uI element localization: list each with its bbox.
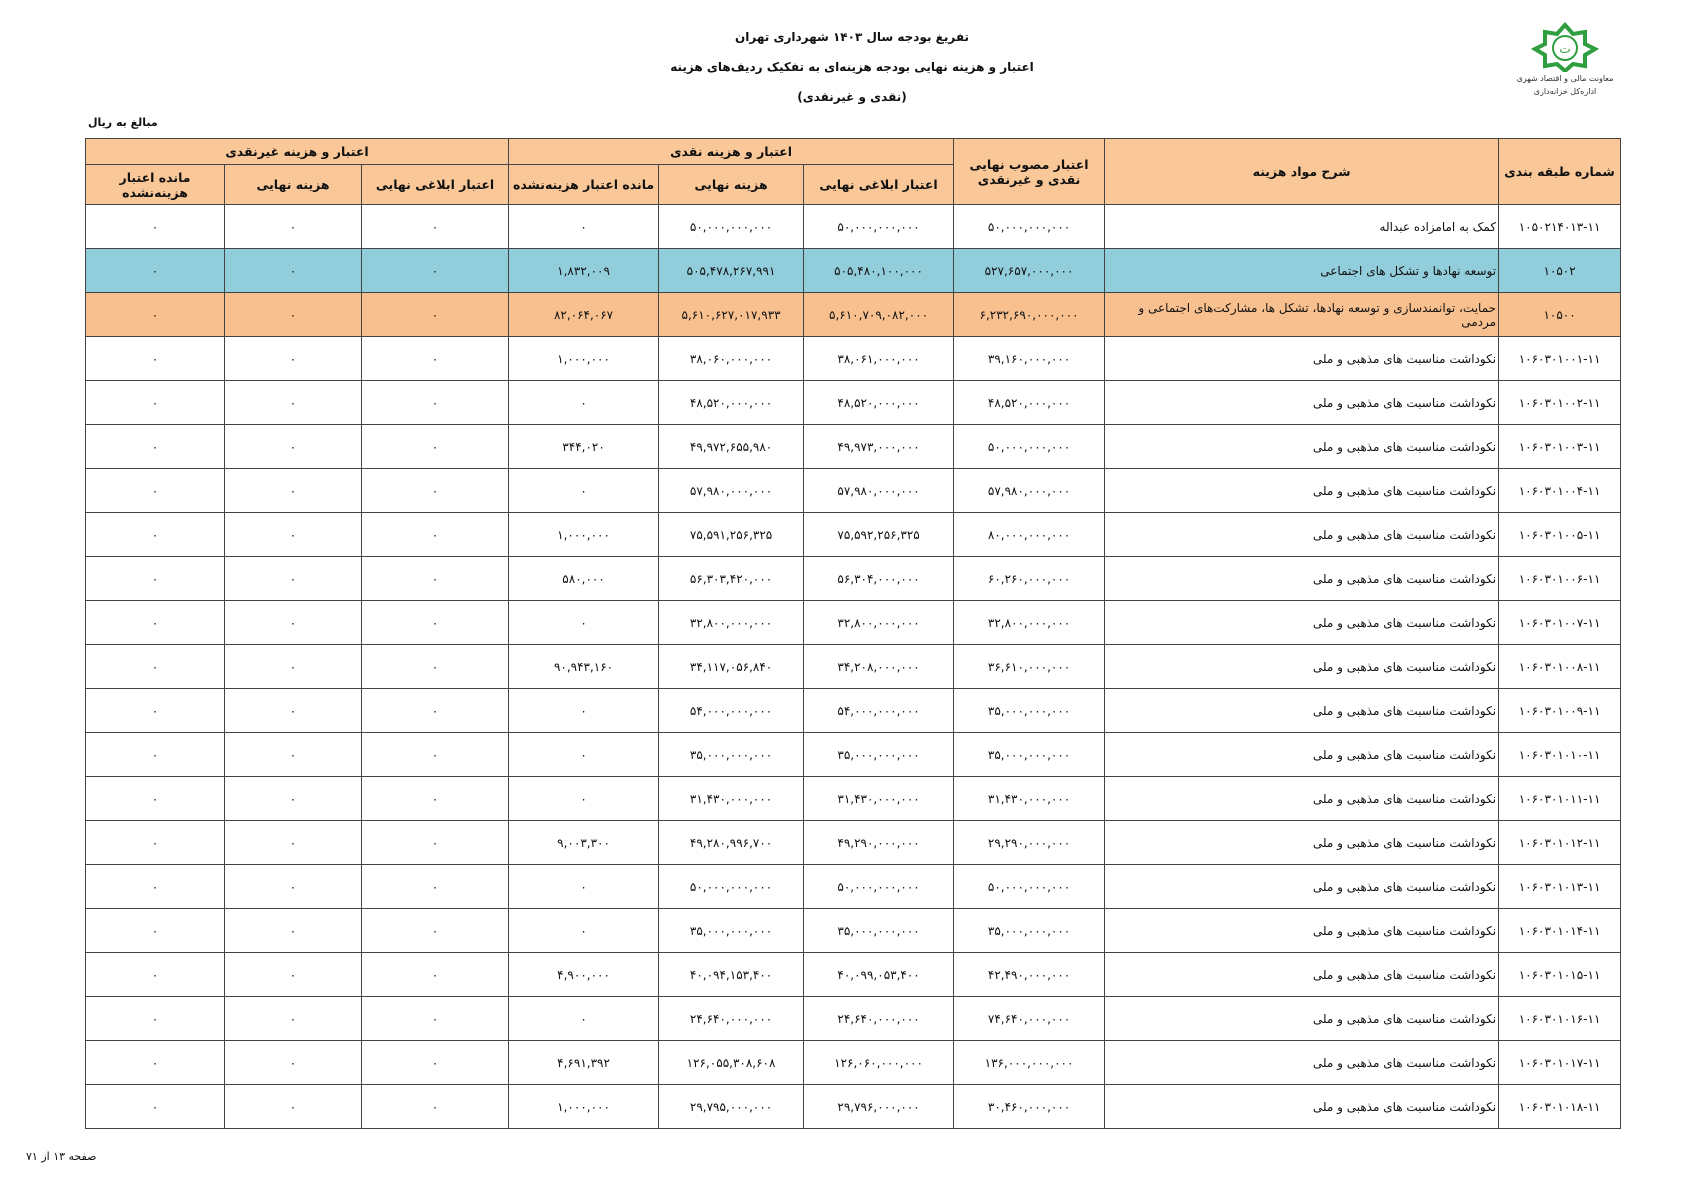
- cash-allocated-cell: ۱۲۶,۰۶۰,۰۰۰,۰۰۰: [804, 1041, 954, 1085]
- cash-remaining-cell: ۰: [509, 689, 659, 733]
- noncash-remaining-cell: ۰: [86, 293, 225, 337]
- noncash-allocated-cell: ۰: [362, 953, 509, 997]
- noncash-remaining-cell: ۰: [86, 337, 225, 381]
- noncash-remaining-cell: ۰: [86, 557, 225, 601]
- noncash-remaining-cell: ۰: [86, 425, 225, 469]
- table-row: [86, 513, 1621, 557]
- noncash-allocated-cell: ۰: [362, 1041, 509, 1085]
- noncash-remaining-cell: ۰: [86, 645, 225, 689]
- noncash-expense-cell: ۰: [225, 601, 362, 645]
- table-row: [86, 953, 1621, 997]
- organization-logo: [1505, 22, 1625, 98]
- description-cell: نکوداشت مناسبت های مذهبی و ملی: [1105, 777, 1499, 821]
- noncash-expense-cell: ۰: [225, 381, 362, 425]
- table-row: [86, 601, 1621, 645]
- code-cell: ۱۰۶۰۳۰۱۰۱۳-۱۱: [1499, 865, 1621, 909]
- cash-expense-cell: ۴۰,۰۹۴,۱۵۳,۴۰۰: [659, 953, 804, 997]
- cash-expense-cell: ۲۹,۷۹۵,۰۰۰,۰۰۰: [659, 1085, 804, 1129]
- report-subtitle-note: (نقدی و غیرنقدی): [797, 90, 907, 104]
- table-row: [86, 733, 1621, 777]
- org-office: اداره‌کل خزانه‌داری: [1533, 87, 1597, 96]
- cash-remaining-cell: ۱,۰۰۰,۰۰۰: [509, 337, 659, 381]
- noncash-expense-cell: ۰: [225, 513, 362, 557]
- description-cell: نکوداشت مناسبت های مذهبی و ملی: [1105, 865, 1499, 909]
- noncash-expense-cell: ۰: [225, 337, 362, 381]
- description-cell: نکوداشت مناسبت های مذهبی و ملی: [1105, 513, 1499, 557]
- approved-cell: ۳۹,۱۶۰,۰۰۰,۰۰۰: [954, 337, 1105, 381]
- cash-remaining-cell: ۹,۰۰۳,۳۰۰: [509, 821, 659, 865]
- cash-allocated-cell: ۴۸,۵۲۰,۰۰۰,۰۰۰: [804, 381, 954, 425]
- description-cell: نکوداشت مناسبت های مذهبی و ملی: [1105, 733, 1499, 777]
- noncash-remaining-cell: ۰: [86, 865, 225, 909]
- approved-cell: ۳۵,۰۰۰,۰۰۰,۰۰۰: [954, 689, 1105, 733]
- description-cell: نکوداشت مناسبت های مذهبی و ملی: [1105, 953, 1499, 997]
- code-cell: ۱۰۶۰۳۰۱۰۱۰-۱۱: [1499, 733, 1621, 777]
- code-cell: ۱۰۶۰۳۰۱۰۰۲-۱۱: [1499, 381, 1621, 425]
- code-cell: ۱۰۶۰۳۰۱۰۰۶-۱۱: [1499, 557, 1621, 601]
- description-cell: نکوداشت مناسبت های مذهبی و ملی: [1105, 997, 1499, 1041]
- noncash-expense-cell: ۰: [225, 645, 362, 689]
- noncash-expense-cell: ۰: [225, 249, 362, 293]
- approved-cell: ۳۰,۴۶۰,۰۰۰,۰۰۰: [954, 1085, 1105, 1129]
- approved-cell: ۱۳۶,۰۰۰,۰۰۰,۰۰۰: [954, 1041, 1105, 1085]
- cash-remaining-cell: ۰: [509, 601, 659, 645]
- cash-allocated-cell: ۲۹,۷۹۶,۰۰۰,۰۰۰: [804, 1085, 954, 1129]
- noncash-expense-cell: ۰: [225, 293, 362, 337]
- cash-allocated-cell: ۵۰,۰۰۰,۰۰۰,۰۰۰: [804, 865, 954, 909]
- table-row: [86, 777, 1621, 821]
- description-cell: نکوداشت مناسبت های مذهبی و ملی: [1105, 821, 1499, 865]
- code-cell: ۱۰۶۰۳۰۱۰۰۷-۱۱: [1499, 601, 1621, 645]
- table-row: [86, 557, 1621, 601]
- cash-remaining-cell: ۱,۰۰۰,۰۰۰: [509, 1085, 659, 1129]
- noncash-remaining-cell: ۰: [86, 381, 225, 425]
- cash-remaining-cell: ۰: [509, 381, 659, 425]
- code-cell: ۱۰۶۰۳۰۱۰۱۸-۱۱: [1499, 1085, 1621, 1129]
- noncash-remaining-cell: ۰: [86, 249, 225, 293]
- table-row: [86, 997, 1621, 1041]
- cash-allocated-cell: ۵,۶۱۰,۷۰۹,۰۸۲,۰۰۰: [804, 293, 954, 337]
- noncash-remaining-cell: ۰: [86, 513, 225, 557]
- cash-remaining-cell: ۰: [509, 865, 659, 909]
- svg-text:ت: ت: [1559, 42, 1571, 56]
- cash-remaining-cell: ۰: [509, 909, 659, 953]
- table-row: [86, 381, 1621, 425]
- noncash-remaining-cell: ۰: [86, 733, 225, 777]
- noncash-allocated-cell: ۰: [362, 1085, 509, 1129]
- noncash-expense-cell: ۰: [225, 733, 362, 777]
- cash-remaining-cell: ۴,۶۹۱,۳۹۲: [509, 1041, 659, 1085]
- approved-cell: ۵۲۷,۶۵۷,۰۰۰,۰۰۰: [954, 249, 1105, 293]
- cash-allocated-cell: ۳۲,۸۰۰,۰۰۰,۰۰۰: [804, 601, 954, 645]
- noncash-allocated-cell: ۰: [362, 909, 509, 953]
- cash-allocated-cell: ۵۶,۳۰۴,۰۰۰,۰۰۰: [804, 557, 954, 601]
- cash-expense-cell: ۲۴,۶۴۰,۰۰۰,۰۰۰: [659, 997, 804, 1041]
- col-group-noncash: اعتبار و هزینه غیرنقدی: [86, 139, 509, 165]
- currency-unit-note: مبالغ به ریال: [88, 116, 158, 129]
- noncash-allocated-cell: ۰: [362, 293, 509, 337]
- cash-allocated-cell: ۲۴,۶۴۰,۰۰۰,۰۰۰: [804, 997, 954, 1041]
- cash-allocated-cell: ۵۰۵,۴۸۰,۱۰۰,۰۰۰: [804, 249, 954, 293]
- cash-remaining-cell: ۰: [509, 469, 659, 513]
- org-department: معاونت مالی و اقتصاد شهری: [1516, 74, 1614, 83]
- table-row: [86, 469, 1621, 513]
- cash-expense-cell: ۴۹,۲۸۰,۹۹۶,۷۰۰: [659, 821, 804, 865]
- code-cell: ۱۰۵۰۲۱۴۰۱۳-۱۱: [1499, 205, 1621, 249]
- description-cell: حمایت، توانمندسازی و توسعه نهادها، تشکل ها، مشارکت‌های اجتماعی و مردمی: [1105, 293, 1499, 337]
- description-cell: نکوداشت مناسبت های مذهبی و ملی: [1105, 425, 1499, 469]
- approved-cell: ۵۰,۰۰۰,۰۰۰,۰۰۰: [954, 205, 1105, 249]
- table-row: [86, 821, 1621, 865]
- noncash-remaining-cell: ۰: [86, 689, 225, 733]
- col-group-cash: اعتبار و هزینه نقدی: [509, 139, 954, 165]
- table-row: [86, 425, 1621, 469]
- cash-expense-cell: ۱۲۶,۰۵۵,۳۰۸,۶۰۸: [659, 1041, 804, 1085]
- cash-remaining-cell: ۰: [509, 777, 659, 821]
- noncash-remaining-cell: ۰: [86, 953, 225, 997]
- cash-remaining-cell: ۹۰,۹۴۳,۱۶۰: [509, 645, 659, 689]
- cash-allocated-cell: ۴۹,۹۷۳,۰۰۰,۰۰۰: [804, 425, 954, 469]
- noncash-allocated-cell: ۰: [362, 249, 509, 293]
- cash-expense-cell: ۳۵,۰۰۰,۰۰۰,۰۰۰: [659, 733, 804, 777]
- report-subtitle: اعتبار و هزینه نهایی بودجه هزینه‌ای به تفکیک ردیف‌های هزینه: [670, 60, 1034, 74]
- code-cell: ۱۰۵۰۲: [1499, 249, 1621, 293]
- cash-expense-cell: ۵۰,۰۰۰,۰۰۰,۰۰۰: [659, 205, 804, 249]
- cash-expense-cell: ۳۸,۰۶۰,۰۰۰,۰۰۰: [659, 337, 804, 381]
- description-cell: نکوداشت مناسبت های مذهبی و ملی: [1105, 469, 1499, 513]
- noncash-allocated-cell: ۰: [362, 645, 509, 689]
- noncash-expense-cell: ۰: [225, 777, 362, 821]
- noncash-remaining-cell: ۰: [86, 1041, 225, 1085]
- cash-expense-cell: ۵۶,۳۰۳,۴۲۰,۰۰۰: [659, 557, 804, 601]
- cash-expense-cell: ۳۴,۱۱۷,۰۵۶,۸۴۰: [659, 645, 804, 689]
- code-cell: ۱۰۶۰۳۰۱۰۰۳-۱۱: [1499, 425, 1621, 469]
- cash-allocated-cell: ۳۴,۲۰۸,۰۰۰,۰۰۰: [804, 645, 954, 689]
- noncash-allocated-cell: ۰: [362, 997, 509, 1041]
- table-row: [86, 909, 1621, 953]
- col-header-cash-allocated: اعتبار ابلاغی نهایی: [804, 165, 954, 205]
- noncash-allocated-cell: ۰: [362, 469, 509, 513]
- description-cell: نکوداشت مناسبت های مذهبی و ملی: [1105, 381, 1499, 425]
- noncash-allocated-cell: ۰: [362, 689, 509, 733]
- noncash-expense-cell: ۰: [225, 821, 362, 865]
- cash-remaining-cell: ۰: [509, 733, 659, 777]
- approved-cell: ۳۱,۴۳۰,۰۰۰,۰۰۰: [954, 777, 1105, 821]
- col-header-noncash-remaining: مانده اعتبار هزینه‌نشده: [86, 165, 225, 205]
- noncash-allocated-cell: ۰: [362, 601, 509, 645]
- code-cell: ۱۰۶۰۳۰۱۰۱۱-۱۱: [1499, 777, 1621, 821]
- noncash-allocated-cell: ۰: [362, 337, 509, 381]
- cash-allocated-cell: ۴۹,۲۹۰,۰۰۰,۰۰۰: [804, 821, 954, 865]
- cash-allocated-cell: ۵۴,۰۰۰,۰۰۰,۰۰۰: [804, 689, 954, 733]
- noncash-expense-cell: ۰: [225, 865, 362, 909]
- col-header-approved: اعتبار مصوب نهایی نقدی و غیرنقدی: [954, 139, 1105, 205]
- description-cell: کمک به امامزاده عبداله: [1105, 205, 1499, 249]
- noncash-allocated-cell: ۰: [362, 777, 509, 821]
- description-cell: نکوداشت مناسبت های مذهبی و ملی: [1105, 1041, 1499, 1085]
- cash-remaining-cell: ۵۸۰,۰۰۰: [509, 557, 659, 601]
- approved-cell: ۵۰,۰۰۰,۰۰۰,۰۰۰: [954, 425, 1105, 469]
- code-cell: ۱۰۶۰۳۰۱۰۱۶-۱۱: [1499, 997, 1621, 1041]
- code-cell: ۱۰۶۰۳۰۱۰۰۱-۱۱: [1499, 337, 1621, 381]
- cash-remaining-cell: ۳۴۴,۰۲۰: [509, 425, 659, 469]
- code-cell: ۱۰۵۰۰: [1499, 293, 1621, 337]
- col-header-noncash-expense: هزینه نهایی: [225, 165, 362, 205]
- noncash-expense-cell: ۰: [225, 1085, 362, 1129]
- tehran-municipality-logo-icon: [1527, 22, 1603, 72]
- approved-cell: ۳۵,۰۰۰,۰۰۰,۰۰۰: [954, 733, 1105, 777]
- cash-remaining-cell: ۱,۸۳۲,۰۰۹: [509, 249, 659, 293]
- noncash-allocated-cell: ۰: [362, 733, 509, 777]
- col-header-noncash-allocated: اعتبار ابلاغی نهایی: [362, 165, 509, 205]
- table-row: [86, 337, 1621, 381]
- cash-expense-cell: ۵,۶۱۰,۶۲۷,۰۱۷,۹۳۳: [659, 293, 804, 337]
- approved-cell: ۴۸,۵۲۰,۰۰۰,۰۰۰: [954, 381, 1105, 425]
- noncash-remaining-cell: ۰: [86, 205, 225, 249]
- approved-cell: ۳۶,۶۱۰,۰۰۰,۰۰۰: [954, 645, 1105, 689]
- cash-expense-cell: ۳۱,۴۳۰,۰۰۰,۰۰۰: [659, 777, 804, 821]
- approved-cell: ۳۲,۸۰۰,۰۰۰,۰۰۰: [954, 601, 1105, 645]
- description-cell: نکوداشت مناسبت های مذهبی و ملی: [1105, 689, 1499, 733]
- table-row: [86, 293, 1621, 337]
- approved-cell: ۵۰,۰۰۰,۰۰۰,۰۰۰: [954, 865, 1105, 909]
- approved-cell: ۴۲,۴۹۰,۰۰۰,۰۰۰: [954, 953, 1105, 997]
- noncash-allocated-cell: ۰: [362, 205, 509, 249]
- approved-cell: ۲۹,۲۹۰,۰۰۰,۰۰۰: [954, 821, 1105, 865]
- noncash-allocated-cell: ۰: [362, 513, 509, 557]
- cash-allocated-cell: ۳۸,۰۶۱,۰۰۰,۰۰۰: [804, 337, 954, 381]
- report-title: تفریغ بودجه سال ۱۴۰۳ شهرداری تهران: [735, 30, 969, 44]
- noncash-remaining-cell: ۰: [86, 909, 225, 953]
- code-cell: ۱۰۶۰۳۰۱۰۰۸-۱۱: [1499, 645, 1621, 689]
- noncash-allocated-cell: ۰: [362, 865, 509, 909]
- table-row: [86, 865, 1621, 909]
- noncash-expense-cell: ۰: [225, 1041, 362, 1085]
- col-header-cash-expense: هزینه نهایی: [659, 165, 804, 205]
- budget-table: [85, 138, 1621, 1129]
- page-number: صفحه ۱۳ از ۷۱: [26, 1150, 97, 1163]
- cash-expense-cell: ۳۲,۸۰۰,۰۰۰,۰۰۰: [659, 601, 804, 645]
- cash-remaining-cell: ۰: [509, 997, 659, 1041]
- cash-expense-cell: ۷۵,۵۹۱,۲۵۶,۳۲۵: [659, 513, 804, 557]
- code-cell: ۱۰۶۰۳۰۱۰۱۴-۱۱: [1499, 909, 1621, 953]
- approved-cell: ۵۷,۹۸۰,۰۰۰,۰۰۰: [954, 469, 1105, 513]
- table-row: [86, 1085, 1621, 1129]
- approved-cell: ۷۴,۶۴۰,۰۰۰,۰۰۰: [954, 997, 1105, 1041]
- cash-allocated-cell: ۷۵,۵۹۲,۲۵۶,۳۲۵: [804, 513, 954, 557]
- approved-cell: ۶۰,۲۶۰,۰۰۰,۰۰۰: [954, 557, 1105, 601]
- col-header-description: شرح مواد هزینه: [1105, 139, 1499, 205]
- noncash-expense-cell: ۰: [225, 997, 362, 1041]
- code-cell: ۱۰۶۰۳۰۱۰۰۵-۱۱: [1499, 513, 1621, 557]
- noncash-expense-cell: ۰: [225, 557, 362, 601]
- code-cell: ۱۰۶۰۳۰۱۰۰۹-۱۱: [1499, 689, 1621, 733]
- noncash-allocated-cell: ۰: [362, 381, 509, 425]
- cash-remaining-cell: ۴,۹۰۰,۰۰۰: [509, 953, 659, 997]
- noncash-expense-cell: ۰: [225, 909, 362, 953]
- cash-allocated-cell: ۳۵,۰۰۰,۰۰۰,۰۰۰: [804, 909, 954, 953]
- noncash-expense-cell: ۰: [225, 425, 362, 469]
- noncash-allocated-cell: ۰: [362, 425, 509, 469]
- col-header-cash-remaining: مانده اعتبار هزینه‌نشده: [509, 165, 659, 205]
- noncash-allocated-cell: ۰: [362, 821, 509, 865]
- noncash-remaining-cell: ۰: [86, 601, 225, 645]
- approved-cell: ۳۵,۰۰۰,۰۰۰,۰۰۰: [954, 909, 1105, 953]
- cash-expense-cell: ۵۰۵,۴۷۸,۲۶۷,۹۹۱: [659, 249, 804, 293]
- cash-expense-cell: ۵۷,۹۸۰,۰۰۰,۰۰۰: [659, 469, 804, 513]
- noncash-allocated-cell: ۰: [362, 557, 509, 601]
- description-cell: نکوداشت مناسبت های مذهبی و ملی: [1105, 1085, 1499, 1129]
- cash-expense-cell: ۳۵,۰۰۰,۰۰۰,۰۰۰: [659, 909, 804, 953]
- table-row: [86, 1041, 1621, 1085]
- cash-expense-cell: ۵۰,۰۰۰,۰۰۰,۰۰۰: [659, 865, 804, 909]
- cash-expense-cell: ۵۴,۰۰۰,۰۰۰,۰۰۰: [659, 689, 804, 733]
- approved-cell: ۶,۲۳۲,۶۹۰,۰۰۰,۰۰۰: [954, 293, 1105, 337]
- cash-allocated-cell: ۴۰,۰۹۹,۰۵۳,۴۰۰: [804, 953, 954, 997]
- noncash-expense-cell: ۰: [225, 953, 362, 997]
- table-row: [86, 249, 1621, 293]
- cash-expense-cell: ۴۹,۹۷۲,۶۵۵,۹۸۰: [659, 425, 804, 469]
- description-cell: توسعه نهادها و تشکل های اجتماعی: [1105, 249, 1499, 293]
- cash-remaining-cell: ۰: [509, 205, 659, 249]
- cash-expense-cell: ۴۸,۵۲۰,۰۰۰,۰۰۰: [659, 381, 804, 425]
- description-cell: نکوداشت مناسبت های مذهبی و ملی: [1105, 909, 1499, 953]
- noncash-expense-cell: ۰: [225, 205, 362, 249]
- code-cell: ۱۰۶۰۳۰۱۰۱۲-۱۱: [1499, 821, 1621, 865]
- description-cell: نکوداشت مناسبت های مذهبی و ملی: [1105, 557, 1499, 601]
- code-cell: ۱۰۶۰۳۰۱۰۰۴-۱۱: [1499, 469, 1621, 513]
- noncash-remaining-cell: ۰: [86, 469, 225, 513]
- cash-allocated-cell: ۳۱,۴۳۰,۰۰۰,۰۰۰: [804, 777, 954, 821]
- description-cell: نکوداشت مناسبت های مذهبی و ملی: [1105, 601, 1499, 645]
- cash-remaining-cell: ۱,۰۰۰,۰۰۰: [509, 513, 659, 557]
- cash-remaining-cell: ۸۲,۰۶۴,۰۶۷: [509, 293, 659, 337]
- code-cell: ۱۰۶۰۳۰۱۰۱۵-۱۱: [1499, 953, 1621, 997]
- noncash-expense-cell: ۰: [225, 469, 362, 513]
- cash-allocated-cell: ۵۷,۹۸۰,۰۰۰,۰۰۰: [804, 469, 954, 513]
- noncash-remaining-cell: ۰: [86, 777, 225, 821]
- noncash-remaining-cell: ۰: [86, 1085, 225, 1129]
- code-cell: ۱۰۶۰۳۰۱۰۱۷-۱۱: [1499, 1041, 1621, 1085]
- table-row: [86, 205, 1621, 249]
- noncash-expense-cell: ۰: [225, 689, 362, 733]
- description-cell: نکوداشت مناسبت های مذهبی و ملی: [1105, 645, 1499, 689]
- noncash-remaining-cell: ۰: [86, 821, 225, 865]
- table-row: [86, 689, 1621, 733]
- table-row: [86, 645, 1621, 689]
- cash-allocated-cell: ۳۵,۰۰۰,۰۰۰,۰۰۰: [804, 733, 954, 777]
- approved-cell: ۸۰,۰۰۰,۰۰۰,۰۰۰: [954, 513, 1105, 557]
- noncash-remaining-cell: ۰: [86, 997, 225, 1041]
- description-cell: نکوداشت مناسبت های مذهبی و ملی: [1105, 337, 1499, 381]
- cash-allocated-cell: ۵۰,۰۰۰,۰۰۰,۰۰۰: [804, 205, 954, 249]
- col-header-code: شماره طبقه بندی: [1499, 139, 1621, 205]
